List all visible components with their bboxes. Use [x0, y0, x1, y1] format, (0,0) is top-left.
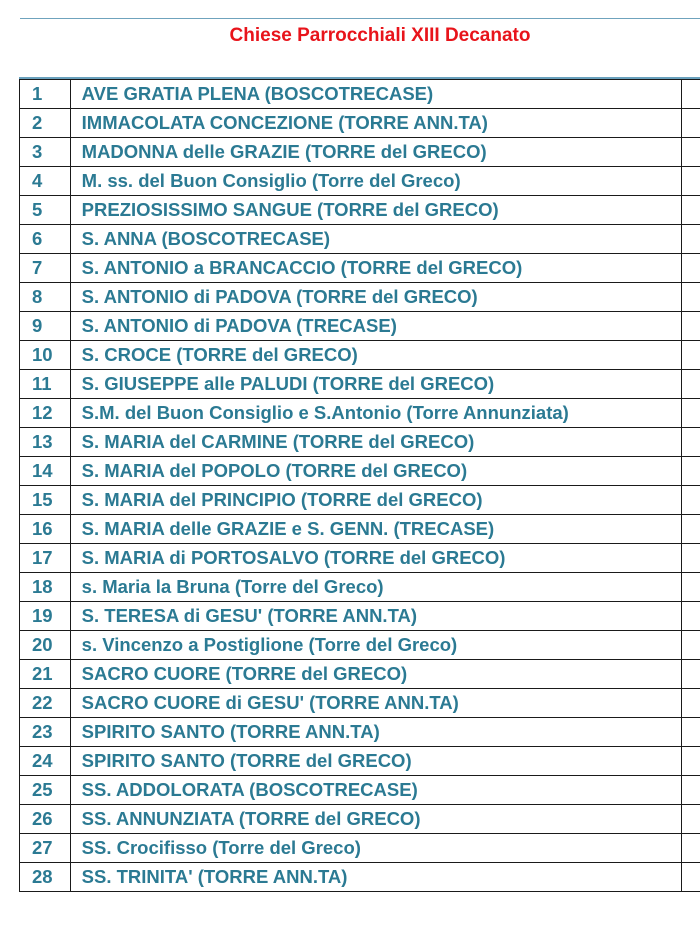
parish-name: SS. ADDOLORATA (BOSCOTRECASE) [70, 776, 681, 805]
parish-name: SACRO CUORE (TORRE del GRECO) [70, 660, 681, 689]
table-row [20, 399, 700, 428]
table-row [20, 167, 700, 196]
empty-cell [681, 805, 700, 834]
parish-name: S. MARIA del CARMINE (TORRE del GRECO) [70, 428, 681, 457]
parish-table [19, 79, 700, 892]
table-row [20, 138, 700, 167]
row-number: 17 [20, 544, 71, 573]
row-number: 28 [20, 863, 71, 892]
empty-cell [681, 428, 700, 457]
row-number: 18 [20, 573, 71, 602]
parish-name: S. MARIA di PORTOSALVO (TORRE del GRECO) [70, 544, 681, 573]
row-number: 26 [20, 805, 71, 834]
row-number: 7 [20, 254, 71, 283]
table-row [20, 747, 700, 776]
parish-table-body [20, 80, 700, 892]
parish-name: SPIRITO SANTO (TORRE ANN.TA) [70, 718, 681, 747]
parish-name: SPIRITO SANTO (TORRE del GRECO) [70, 747, 681, 776]
row-number: 22 [20, 689, 71, 718]
row-number: 21 [20, 660, 71, 689]
parish-name: S. ANNA (BOSCOTRECASE) [70, 225, 681, 254]
parish-name: AVE GRATIA PLENA (BOSCOTRECASE) [70, 80, 681, 109]
empty-cell [681, 80, 700, 109]
row-number: 1 [20, 80, 71, 109]
parish-name: M. ss. del Buon Consiglio (Torre del Greco) [70, 167, 681, 196]
row-number: 12 [20, 399, 71, 428]
page-title: Chiese Parrocchiali XIII Decanato [229, 25, 531, 46]
empty-cell [681, 544, 700, 573]
parish-name: S. GIUSEPPE alle PALUDI (TORRE del GRECO) [70, 370, 681, 399]
table-row [20, 718, 700, 747]
table-row [20, 196, 700, 225]
empty-cell [681, 776, 700, 805]
table-row [20, 834, 700, 863]
parish-name: S. MARIA del PRINCIPIO (TORRE del GRECO) [70, 486, 681, 515]
empty-cell [681, 573, 700, 602]
row-number: 14 [20, 457, 71, 486]
table-row [20, 80, 700, 109]
empty-cell [681, 457, 700, 486]
table-row [20, 283, 700, 312]
empty-cell [681, 602, 700, 631]
table-row [20, 689, 700, 718]
row-number: 11 [20, 370, 71, 399]
parish-name: S. CROCE (TORRE del GRECO) [70, 341, 681, 370]
parish-name: s. Maria la Bruna (Torre del Greco) [70, 573, 681, 602]
empty-cell [681, 718, 700, 747]
table-row [20, 341, 700, 370]
parish-name: S. ANTONIO a BRANCACCIO (TORRE del GRECO) [70, 254, 681, 283]
row-number: 27 [20, 834, 71, 863]
empty-cell [681, 631, 700, 660]
parish-name: S. ANTONIO di PADOVA (TRECASE) [70, 312, 681, 341]
parish-name: S. ANTONIO di PADOVA (TORRE del GRECO) [70, 283, 681, 312]
table-row [20, 660, 700, 689]
empty-cell [681, 167, 700, 196]
row-number: 4 [20, 167, 71, 196]
parish-name: IMMACOLATA CONCEZIONE (TORRE ANN.TA) [70, 109, 681, 138]
parish-name: PREZIOSISSIMO SANGUE (TORRE del GRECO) [70, 196, 681, 225]
empty-cell [681, 254, 700, 283]
empty-cell [681, 834, 700, 863]
row-number: 13 [20, 428, 71, 457]
empty-cell [681, 312, 700, 341]
parish-name: S. MARIA del POPOLO (TORRE del GRECO) [70, 457, 681, 486]
table-row [20, 863, 700, 892]
table-row [20, 109, 700, 138]
row-number: 23 [20, 718, 71, 747]
empty-cell [681, 863, 700, 892]
empty-cell [681, 196, 700, 225]
parish-name: S. MARIA delle GRAZIE e S. GENN. (TRECASE) [70, 515, 681, 544]
parish-name: SACRO CUORE di GESU' (TORRE ANN.TA) [70, 689, 681, 718]
parish-name: S. TERESA di GESU' (TORRE ANN.TA) [70, 602, 681, 631]
row-number: 2 [20, 109, 71, 138]
parish-name: s. Vincenzo a Postiglione (Torre del Greco) [70, 631, 681, 660]
parish-name: SS. TRINITA' (TORRE ANN.TA) [70, 863, 681, 892]
parish-name: SS. ANNUNZIATA (TORRE del GRECO) [70, 805, 681, 834]
empty-cell [681, 486, 700, 515]
parish-table-container [19, 79, 700, 892]
empty-cell [681, 370, 700, 399]
table-row [20, 573, 700, 602]
empty-cell [681, 109, 700, 138]
table-row [20, 486, 700, 515]
row-number: 5 [20, 196, 71, 225]
row-number: 8 [20, 283, 71, 312]
empty-cell [681, 747, 700, 776]
table-row [20, 515, 700, 544]
parish-name: MADONNA delle GRAZIE (TORRE del GRECO) [70, 138, 681, 167]
row-number: 19 [20, 602, 71, 631]
top-rule [20, 18, 700, 19]
empty-cell [681, 138, 700, 167]
row-number: 24 [20, 747, 71, 776]
row-number: 9 [20, 312, 71, 341]
table-row [20, 805, 700, 834]
row-number: 16 [20, 515, 71, 544]
empty-cell [681, 283, 700, 312]
table-row [20, 776, 700, 805]
empty-cell [681, 689, 700, 718]
row-number: 15 [20, 486, 71, 515]
table-row [20, 457, 700, 486]
empty-cell [681, 515, 700, 544]
row-number: 20 [20, 631, 71, 660]
row-number: 3 [20, 138, 71, 167]
row-number: 10 [20, 341, 71, 370]
empty-cell [681, 399, 700, 428]
empty-cell [681, 341, 700, 370]
table-row [20, 370, 700, 399]
table-row [20, 544, 700, 573]
row-number: 25 [20, 776, 71, 805]
empty-cell [681, 660, 700, 689]
table-row [20, 428, 700, 457]
parish-name: SS. Crocifisso (Torre del Greco) [70, 834, 681, 863]
row-number: 6 [20, 225, 71, 254]
table-row [20, 225, 700, 254]
table-row [20, 254, 700, 283]
parish-name: S.M. del Buon Consiglio e S.Antonio (Torre Annunziata) [70, 399, 681, 428]
table-row [20, 631, 700, 660]
table-row [20, 602, 700, 631]
empty-cell [681, 225, 700, 254]
table-row [20, 312, 700, 341]
